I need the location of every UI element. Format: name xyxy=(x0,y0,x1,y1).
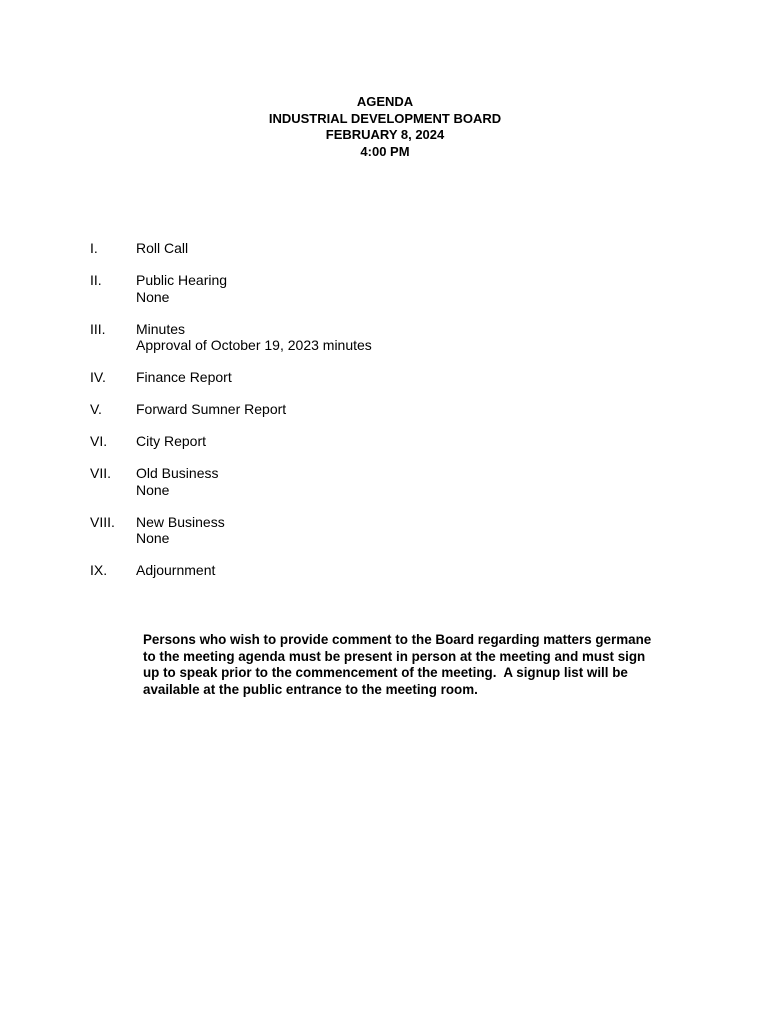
agenda-item-title: Public Hearing xyxy=(136,272,228,288)
notice-line: Persons who wish to provide comment to the Board regarding matters germane xyxy=(143,632,652,647)
agenda-item-number: VII. xyxy=(90,465,112,481)
agenda-item-title: Forward Sumner Report xyxy=(136,401,287,417)
agenda-item-number: VIII. xyxy=(90,513,115,530)
agenda-item xyxy=(90,240,690,257)
agenda-item-title: Old Business xyxy=(136,465,219,481)
agenda-item xyxy=(90,272,690,305)
agenda-item-detail: None xyxy=(136,481,170,498)
notice-line: available at the public entrance to the meeting room. xyxy=(143,681,478,697)
agenda-item-number: IV. xyxy=(90,369,106,385)
public-comment-notice xyxy=(143,632,683,698)
agenda-item-number: V. xyxy=(90,401,102,417)
agenda-item-number: I. xyxy=(90,240,98,256)
agenda-item xyxy=(90,514,690,547)
agenda-header xyxy=(0,94,770,160)
agenda-item xyxy=(90,562,690,579)
agenda-item-detail: Approval of October 19, 2023 minutes xyxy=(136,337,372,353)
agenda-item-detail: None xyxy=(136,288,170,305)
agenda-item xyxy=(90,401,690,418)
notice-line: up to speak prior to the commencement of the meeting. A signup list will be xyxy=(143,665,628,681)
header-date: FEBRUARY 8, 2024 xyxy=(325,127,445,142)
header-time: 4:00 PM xyxy=(360,143,410,159)
agenda-list xyxy=(90,240,690,594)
agenda-item-title: Adjournment xyxy=(136,562,216,578)
agenda-item xyxy=(90,465,690,498)
header-title: AGENDA xyxy=(356,94,414,109)
agenda-item-detail: None xyxy=(136,530,170,546)
agenda-item-title: Roll Call xyxy=(136,240,189,256)
agenda-item-title: Finance Report xyxy=(136,369,232,385)
header-board-name: INDUSTRIAL DEVELOPMENT BOARD xyxy=(268,110,502,126)
agenda-item-number: VI. xyxy=(90,433,108,449)
agenda-item xyxy=(90,433,690,450)
agenda-item-number: IX. xyxy=(90,562,108,578)
agenda-item xyxy=(90,321,690,354)
agenda-item-title: City Report xyxy=(136,433,207,449)
agenda-item xyxy=(90,369,690,386)
agenda-item-number: III. xyxy=(90,320,106,337)
agenda-item-title: Minutes xyxy=(136,320,186,337)
agenda-item-number: II. xyxy=(90,272,102,288)
notice-line: to the meeting agenda must be present in person at the meeting and must sign xyxy=(143,648,646,664)
agenda-item-title: New Business xyxy=(136,513,225,530)
